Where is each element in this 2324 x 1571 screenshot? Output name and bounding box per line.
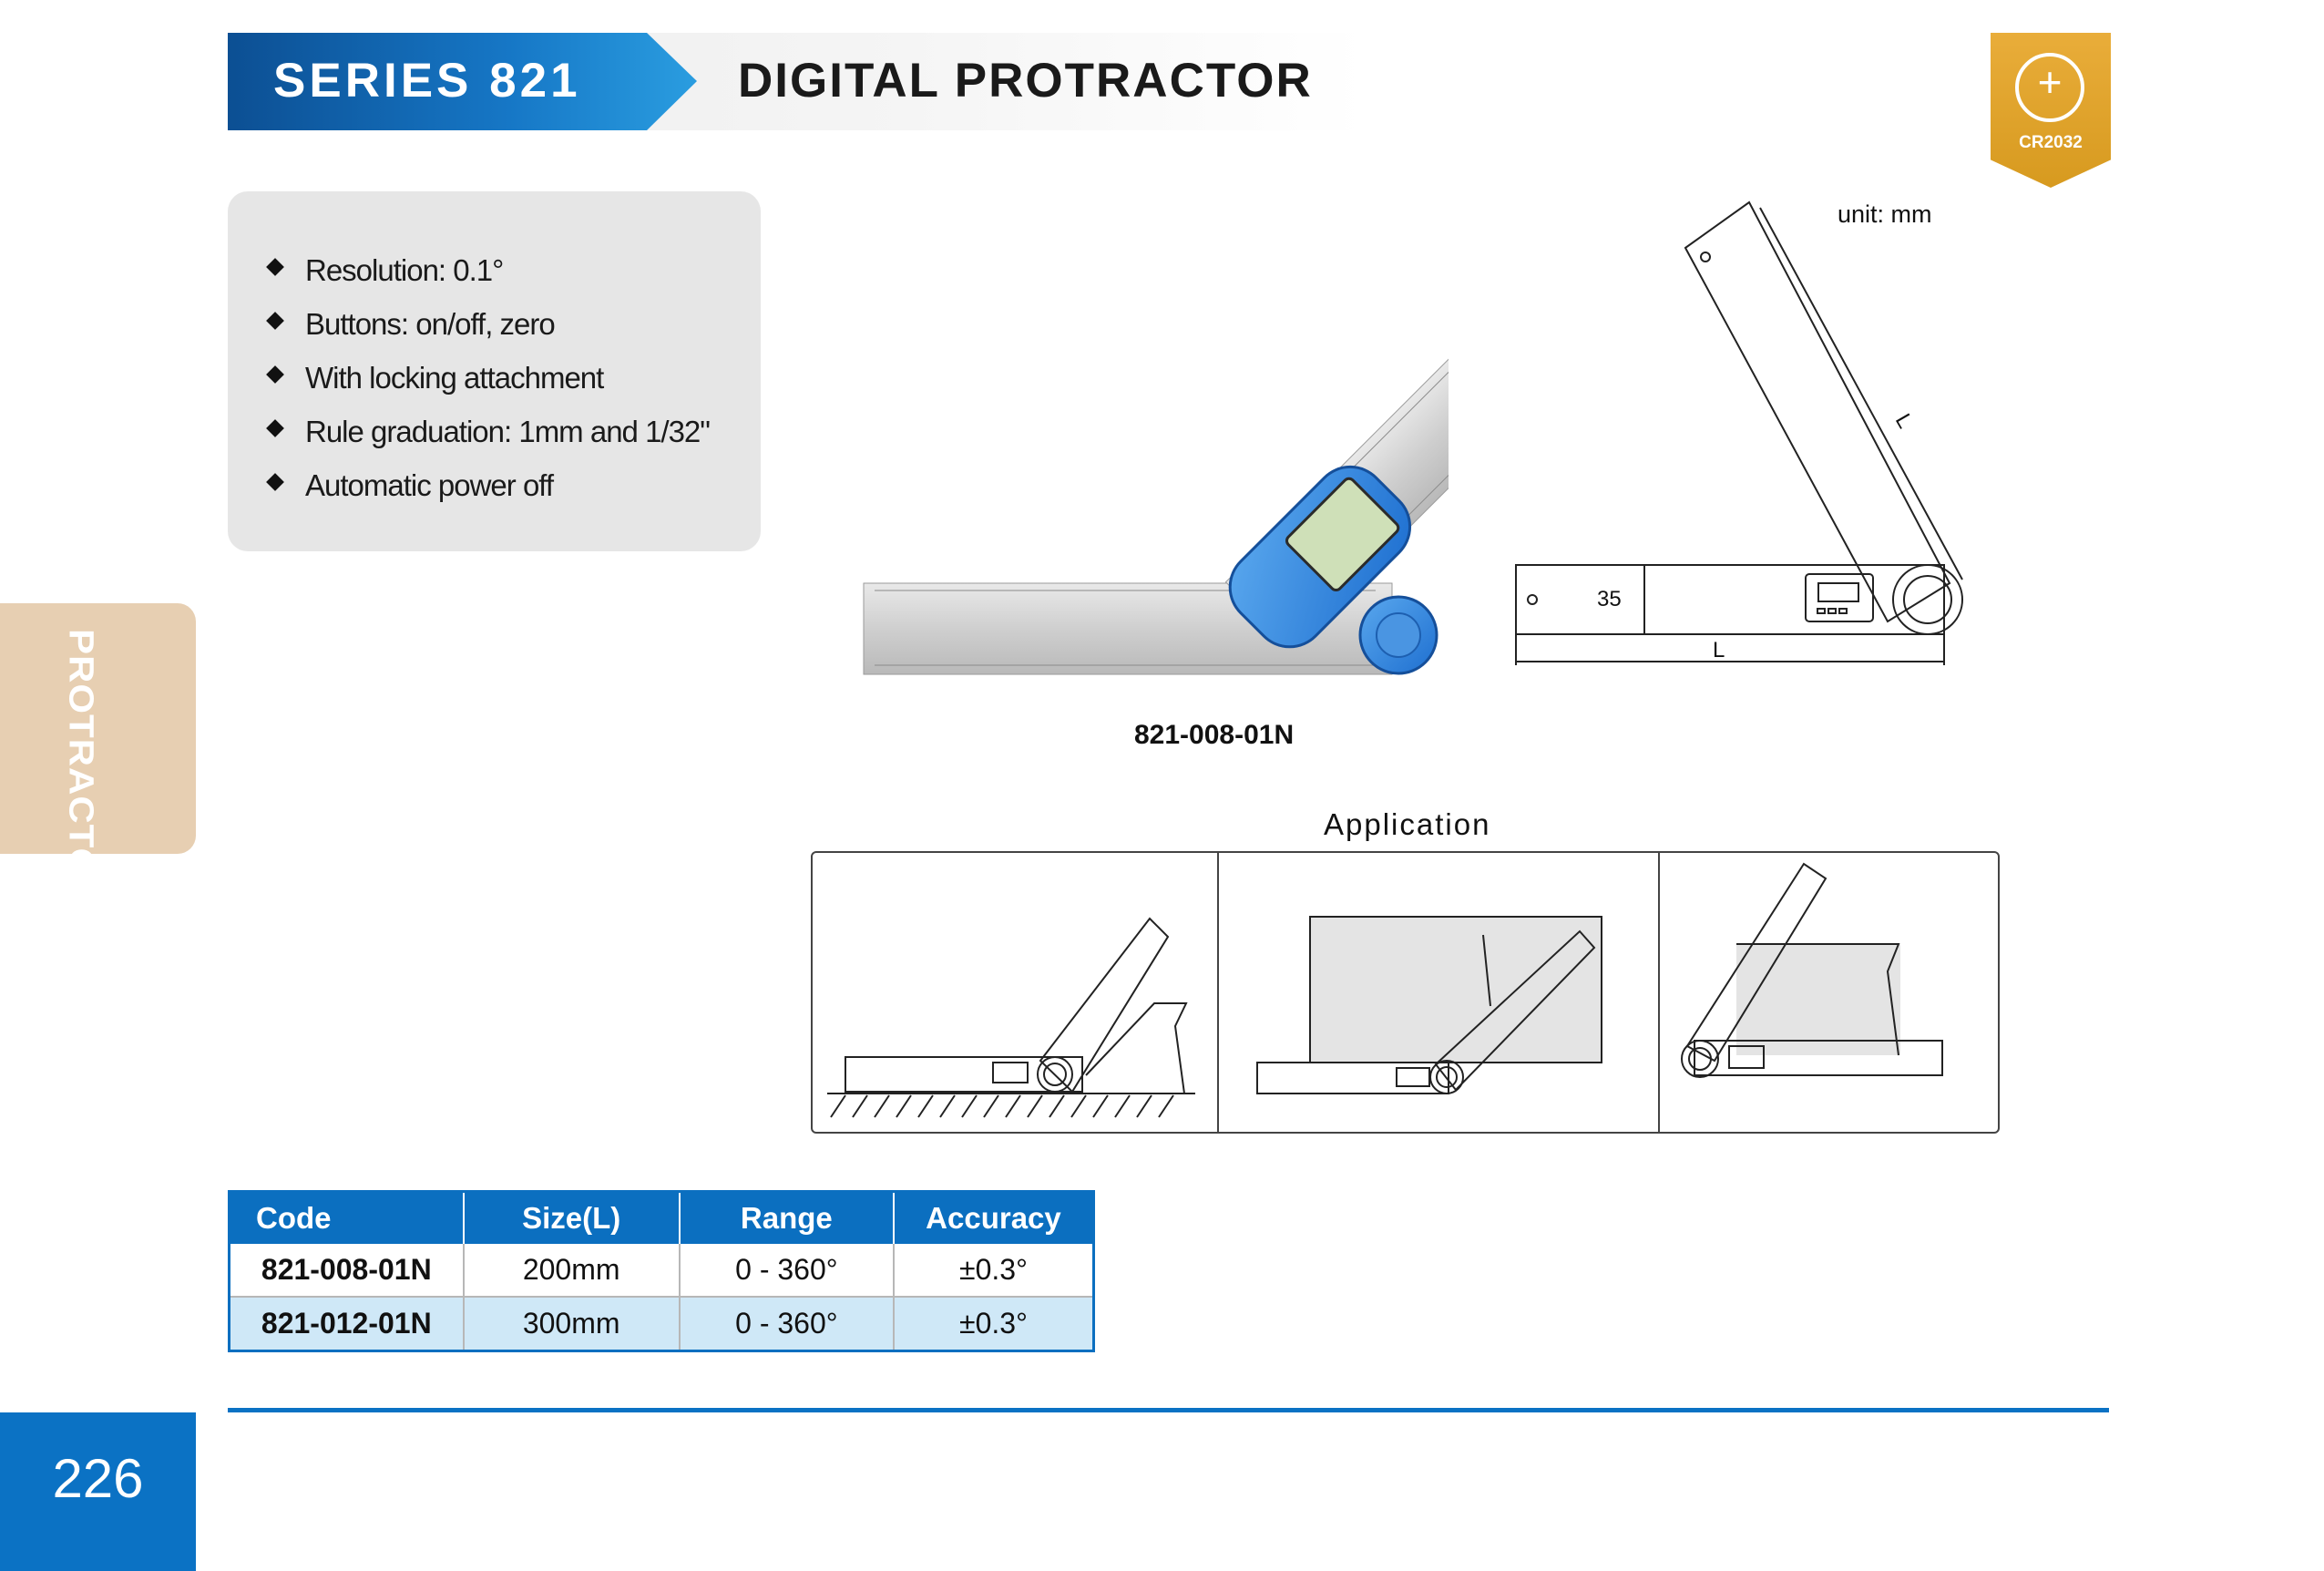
application-title: Application [1324, 807, 1491, 841]
model-caption: 821-008-01N [1134, 720, 1295, 750]
column-header: Size(L) [464, 1192, 680, 1245]
cell-code: 821-008-01N [230, 1244, 464, 1297]
feature-item: Resolution: 0.1° [269, 253, 503, 288]
table-row [230, 1244, 1094, 1297]
diamond-bullet-icon [266, 473, 284, 491]
page-title: DIGITAL PROTRACTOR [738, 54, 1313, 108]
unit-label: unit: mm [1838, 200, 1932, 228]
battery-label: CR2032 [2019, 133, 2083, 152]
cell-accuracy: ±0.3° [894, 1244, 1094, 1297]
cell-code: 821-012-01N [230, 1297, 464, 1351]
cell-size: 200mm [464, 1244, 680, 1297]
diamond-bullet-icon [266, 419, 284, 437]
feature-item: Buttons: on/off, zero [269, 307, 555, 342]
diamond-bullet-icon [266, 258, 284, 276]
height-dimension-label: 35 [1597, 587, 1622, 611]
cell-range: 0 - 360° [680, 1244, 894, 1297]
table-row [230, 1297, 1094, 1351]
series-label: SERIES 821 [273, 54, 581, 108]
application-illustration-2 [1219, 853, 1658, 1132]
diamond-bullet-icon [266, 312, 284, 330]
plus-icon: + [2037, 58, 2063, 106]
length-dimension-label: L [1713, 638, 1725, 662]
features-box [228, 191, 761, 551]
footer-rule [228, 1408, 2109, 1412]
diamond-bullet-icon [266, 365, 284, 384]
column-header: Code [230, 1192, 464, 1245]
application-illustration-3 [1660, 853, 1998, 1132]
product-photo [847, 210, 1449, 683]
cell-accuracy: ±0.3° [894, 1297, 1094, 1351]
dimension-drawing [1494, 191, 1968, 683]
spec-table [228, 1190, 1095, 1352]
application-illustration-1 [813, 853, 1217, 1132]
arm-dimension-label: L [1889, 409, 1918, 433]
cell-range: 0 - 360° [680, 1297, 894, 1351]
feature-item: With locking attachment [269, 361, 603, 395]
feature-item: Rule graduation: 1mm and 1/32" [269, 415, 710, 449]
section-tab-label: PROTRACTOR [62, 629, 101, 908]
page-number: 226 [52, 1448, 144, 1509]
column-header: Accuracy [894, 1192, 1094, 1245]
column-header: Range [680, 1192, 894, 1245]
cell-size: 300mm [464, 1297, 680, 1351]
table-header-row [230, 1192, 1094, 1245]
feature-item: Automatic power off [269, 468, 553, 503]
